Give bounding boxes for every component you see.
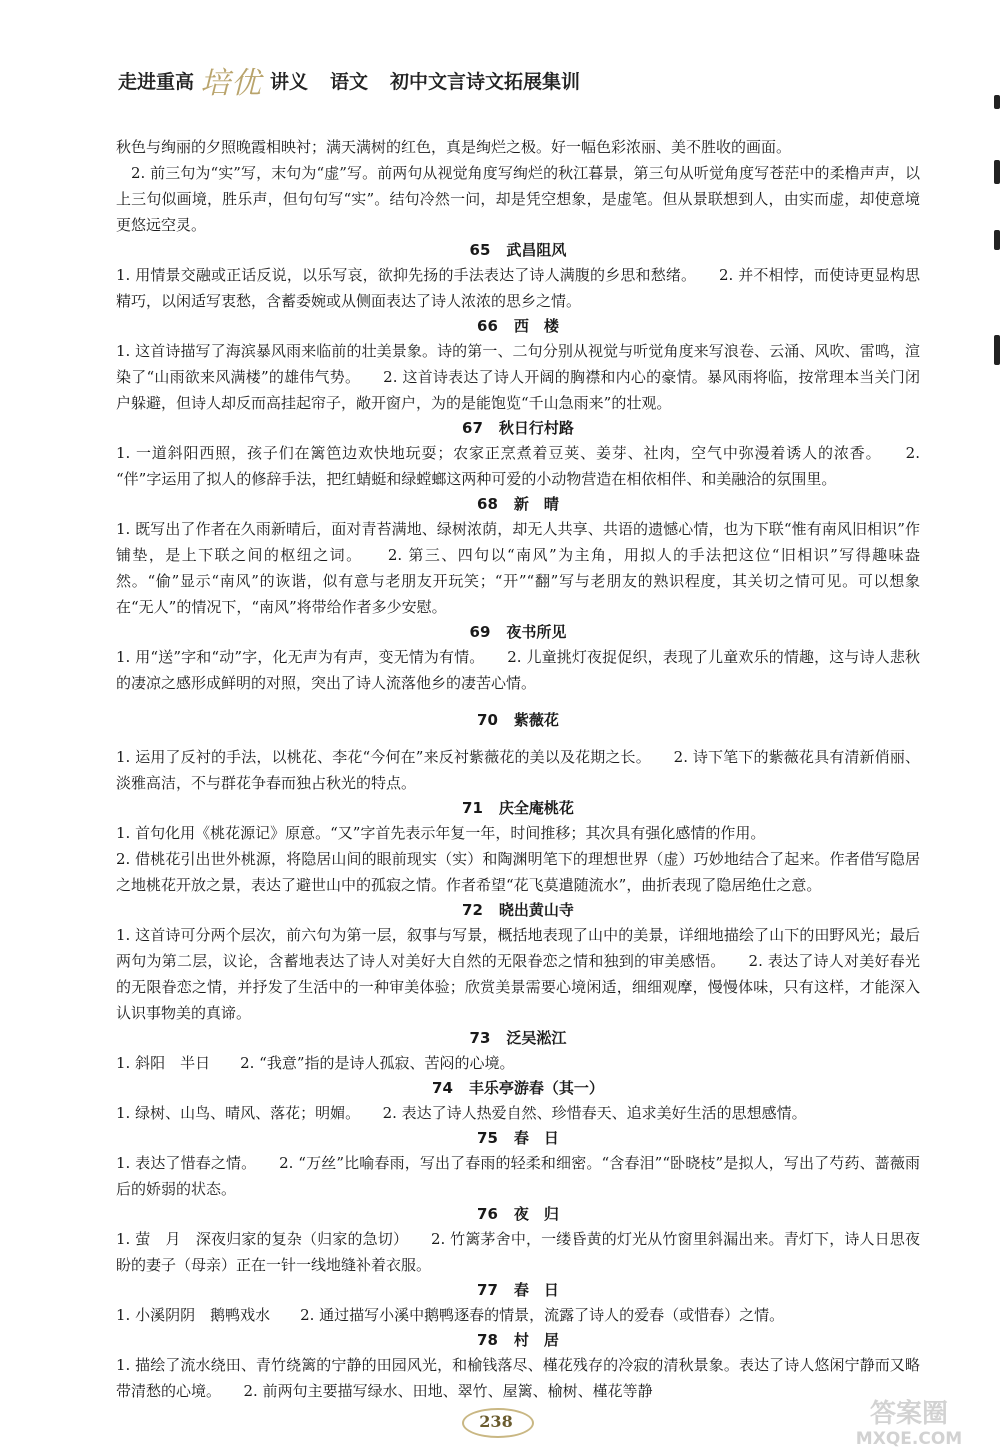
poem-title: 丰乐亭游春（其一） xyxy=(468,1079,604,1097)
section-number: 71 xyxy=(462,799,483,817)
edge-mark xyxy=(994,160,1000,184)
section-number: 65 xyxy=(469,241,491,259)
poem-title: 晓出黄山寺 xyxy=(498,901,574,919)
section-title xyxy=(116,238,920,262)
poem-title: 西 楼 xyxy=(513,317,559,335)
section-number: 70 xyxy=(477,711,498,729)
section-title xyxy=(116,898,920,922)
poem-title: 秋日行村路 xyxy=(498,419,574,437)
poem-title: 夜书所见 xyxy=(506,623,567,641)
section-title xyxy=(116,796,920,820)
answer-paragraph: 1. 表达了惜春之情。 2. “万丝”比喻春雨，写出了春雨的轻柔和细密。“含春泪”“卧晓枝”是拟人，写出了芍药、蔷薇雨后的娇弱的状态。 xyxy=(116,1154,920,1198)
answer-content xyxy=(116,134,920,1404)
watermark-url: MXQE.COM xyxy=(855,1429,963,1449)
poem-title: 庆全庵桃花 xyxy=(498,799,574,817)
page-number: 238 xyxy=(479,1412,513,1431)
answer-paragraph: 1. 运用了反衬的手法，以桃花、李花“今何在”来反衬紫薇花的美以及花期之长。 2. 诗下笔下的紫薇花具有清新俏丽、淡雅高洁，不与群花争春而独占秋光的特点。 xyxy=(116,748,920,792)
section-number: 73 xyxy=(469,1029,491,1047)
answer-paragraph: 1. 这首诗描写了海滨暴风雨来临前的壮美景象。诗的第一、二句分别从视觉与听觉角度来写浪卷、云涌、风吹、雷鸣，渲染了“山雨欲来风满楼”的雄伟气势。 2. 这首诗表达了诗人开阔的胸襟和内心的豪情。暴风雨将临，按常理本当关门闭户躲避，但诗人却反而高挂起帘子，敞开窗户，为的是能饱览“千山急雨来”的壮观。 xyxy=(116,342,920,412)
poem-title: 夜 归 xyxy=(513,1205,559,1223)
section-title xyxy=(116,1026,920,1050)
section-number: 75 xyxy=(477,1129,498,1147)
section-title xyxy=(116,620,920,644)
poem-title: 村 居 xyxy=(513,1331,559,1349)
series-logo: 培优 xyxy=(200,66,263,101)
section-title xyxy=(116,1202,920,1226)
section-number: 78 xyxy=(477,1331,498,1349)
section-title xyxy=(116,416,920,440)
answer-paragraph: 2. 前三句为“实”写，末句为“虚”写。前两句从视觉角度写绚烂的秋江暮景，第三句从听觉角度写苍茫中的柔橹声声，以上三句似画境，胜乐声，但句句写“实”。结句冷然一问，却是凭空想象，是虚笔。但从景联想到人，由实而虚，却使意境更悠远空灵。 xyxy=(116,164,920,234)
section-number: 72 xyxy=(462,901,483,919)
answer-paragraph: 1. 用情景交融或正话反说，以乐写哀，欲抑先扬的手法表达了诗人满腹的乡思和愁绪。 2. 并不相悖，而使诗更显构思精巧，以闲适写衷愁，含蓄委婉或从侧面表达了诗人浓浓的思乡之情。 xyxy=(116,266,920,310)
page-header xyxy=(118,60,580,100)
poem-title: 紫薇花 xyxy=(513,711,559,729)
answer-paragraph: 1. 这首诗可分两个层次，前六句为第一层，叙事与写景，概括地表现了山中的美景，详细地描绘了山下的田野风光；最后两句为第二层，议论，含蓄地表达了诗人对美好大自然的无限眷恋之情和独到的审美感悟。 2. 表达了诗人对美好春光的无限眷恋之情，并抒发了生活中的一种审美体验；欣赏美景需要心境闲适，细细观摩，慢慢体味，只有这样，才能深入认识事物美的真谛。 xyxy=(116,926,920,1022)
answer-paragraph: 秋色与绚丽的夕照晚霞相映衬；满天满树的红色，真是绚烂之极。好一幅色彩浓丽、美不胜收的画面。 xyxy=(116,138,792,156)
answer-paragraph: 1. 既写出了作者在久雨新晴后，面对青苔满地、绿树浓荫，却无人共享、共语的遗憾心情，也为下联“惟有南风旧相识”作铺垫，是上下联之间的枢纽之词。 2. 第三、四句以“南风”为主角，用拟人的手法把这位“旧相识”写得趣味盎然。“偷”显示“南风”的诙谐，似有意与老朋友开玩笑；“开”“翻”写与老朋友的熟识程度，其关切之情可见。可以想象在“无人”的情况下，“南风”将带给作者多少安慰。 xyxy=(116,520,920,616)
section-number: 76 xyxy=(477,1205,498,1223)
book-title: 初中文言诗文拓展集训 xyxy=(390,70,581,93)
answer-paragraph: 1. 用“送”字和“动”字，化无声为有声，变无情为有情。 2. 儿童挑灯夜捉促织，表现了儿童欢乐的情趣，这与诗人悲秋的凄凉之感形成鲜明的对照，突出了诗人流落他乡的凄苦心情。 xyxy=(116,648,920,692)
section-title xyxy=(116,1076,920,1100)
watermark-text: 答案圈 xyxy=(869,1399,949,1429)
section-number: 68 xyxy=(477,495,498,513)
section-number: 77 xyxy=(477,1281,498,1299)
watermark-logo xyxy=(834,1392,984,1450)
answer-paragraph: 2. 借桃花引出世外桃源，将隐居山间的眼前现实（实）和陶渊明笔下的理想世界（虚）巧妙地结合了起来。作者借写隐居之地桃花开放之景，表达了避世山中的孤寂之情。作者希望“花飞莫遣随流水”，曲折表现了隐居绝仕之意。 xyxy=(116,850,920,894)
poem-title: 新 晴 xyxy=(513,495,559,513)
answer-paragraph: 1. 小溪阴阴 鹅鸭戏水 2. 通过描写小溪中鹅鸭逐春的情景，流露了诗人的爱春（或惜春）之情。 xyxy=(116,1306,785,1324)
answer-paragraph: 1. 绿树、山鸟、晴风、落花；明媚。 2. 表达了诗人热爱自然、珍惜春天、追求美好生活的思想感情。 xyxy=(116,1104,807,1122)
poem-title: 泛吴淞江 xyxy=(506,1029,567,1047)
section-number: 69 xyxy=(469,623,491,641)
answer-paragraph: 1. 一道斜阳西照，孩子们在篱笆边欢快地玩耍；农家正烹煮着豆荚、姜芽、社肉，空气中弥漫着诱人的浓香。 2. “伴”字运用了拟人的修辞手法，把红蜻蜓和绿螳螂这两种可爱的小动物营造在相依相伴、和美融洽的氛围里。 xyxy=(116,444,920,488)
edge-mark xyxy=(994,230,1000,250)
answer-paragraph: 1. 斜阳 半日 2. “我意”指的是诗人孤寂、苦闷的心境。 xyxy=(116,1054,515,1072)
poem-title: 春 日 xyxy=(513,1129,559,1147)
section-number: 74 xyxy=(432,1079,453,1097)
part-name: 讲义 xyxy=(270,70,309,93)
answer-paragraph: 1. 描绘了流水绕田、青竹绕篱的宁静的田园风光，和榆钱落尽、槿花残存的冷寂的清秋景象。表达了诗人悠闲宁静而又略带清愁的心境。 2. 前两句主要描写绿水、田地、翠竹、屋篱、榆树、槿花等静 xyxy=(116,1356,920,1400)
section-title xyxy=(116,1278,920,1302)
edge-mark xyxy=(994,95,1000,109)
section-title xyxy=(116,492,920,516)
section-title xyxy=(116,314,920,338)
series-name: 走进重高 xyxy=(118,70,195,93)
answer-paragraph: 1. 首句化用《桃花源记》原意。“又”字首先表示年复一年，时间推移；其次具有强化感情的作用。 xyxy=(116,824,766,842)
section-number: 66 xyxy=(477,317,498,335)
section-title xyxy=(116,1126,920,1150)
poem-title: 春 日 xyxy=(513,1281,559,1299)
subject-name: 语文 xyxy=(330,70,369,93)
section-number: 67 xyxy=(462,419,483,437)
section-title xyxy=(116,1328,920,1352)
section-title xyxy=(116,708,920,732)
answer-paragraph: 1. 萤 月 深夜归家的复杂（归家的急切） 2. 竹篱茅舍中，一缕昏黄的灯光从竹窗里斜漏出来。青灯下，诗人日思夜盼的妻子（母亲）正在一针一线地缝补着衣服。 xyxy=(116,1230,920,1274)
edge-mark xyxy=(994,335,1000,365)
poem-title: 武昌阻风 xyxy=(506,241,567,259)
